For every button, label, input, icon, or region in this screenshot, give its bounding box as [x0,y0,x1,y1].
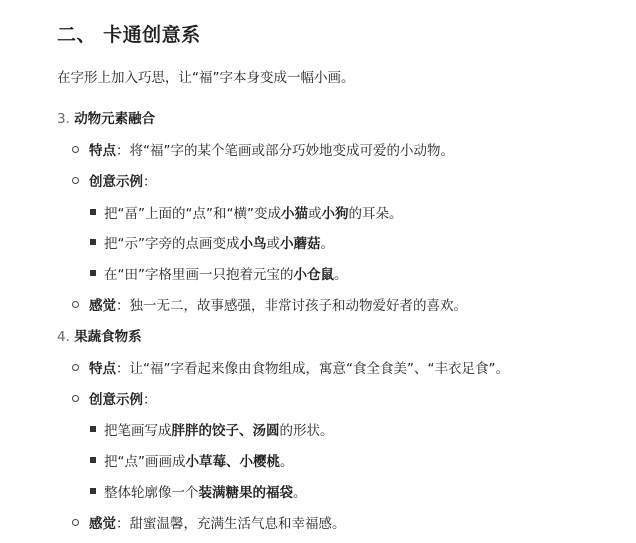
square-bullet-icon [90,426,96,432]
square-bullet-icon [90,270,96,276]
hollow-bullet-icon [72,364,79,371]
hollow-bullet-icon [72,519,79,526]
intro-paragraph: 在字形上加入巧思，让“福”字本身变成一幅小画。 [57,70,355,86]
example-item [90,232,334,252]
list-item-animal-elements [57,107,155,127]
example-text: 。 [280,454,294,470]
feeling-text: ：甜蜜温馨，充满生活气息和幸福感。 [116,516,346,532]
list-number: 4. [57,329,70,345]
colon: ： [143,174,157,190]
example-text: 把“畐”上面的“点”和“横”变成 [104,206,281,222]
examples-item [72,170,157,190]
hollow-bullet-icon [72,146,79,153]
example-bold: 小蘑菇 [280,236,321,252]
feature-item [72,139,454,159]
feeling-item [72,512,346,532]
example-text: 或 [307,206,322,222]
examples-label: 创意示例 [89,392,143,408]
example-item [90,263,348,283]
feature-label: 特点 [89,143,116,159]
square-bullet-icon [90,488,96,494]
example-bold: 小鸟 [239,236,267,252]
example-text: 的形状。 [279,423,334,439]
square-bullet-icon [90,457,96,463]
list-number: 3. [57,111,70,127]
feature-text: ：让“福”字看起来像由食物组成，寓意“食全食美”、“丰衣足食”。 [116,361,509,377]
example-text: 。 [334,267,348,283]
example-text: 。 [293,485,307,501]
feature-label: 特点 [89,361,116,377]
list-item-title: 果蔬食物系 [74,329,142,345]
feeling-item [72,294,467,314]
section-heading: 二、 卡通创意系 [57,24,201,46]
hollow-bullet-icon [72,395,79,402]
list-item-fruit-food [57,325,142,345]
example-item [90,481,307,501]
example-text: 在“田”字格里画一只抱着元宝的 [104,267,294,283]
feature-text: ：将“福”字的某个笔画或部分巧妙地变成可爱的小动物。 [116,143,454,159]
list-item-title: 动物元素融合 [74,111,156,127]
hollow-bullet-icon [72,177,79,184]
feature-item [72,357,509,377]
example-text: 把笔画写成 [104,423,172,439]
examples-item [72,388,157,408]
colon: ： [143,392,157,408]
feeling-label: 感觉 [89,298,116,314]
example-item [90,202,402,222]
example-text: 。 [320,236,334,252]
example-bold: 小狗 [321,206,349,222]
example-text: 把“示”字旁的点画变成 [104,236,240,252]
example-bold: 装满糖果的福袋 [198,485,293,501]
example-bold: 小草莓、小樱桃 [185,454,280,470]
example-bold: 胖胖的饺子、汤圆 [171,423,280,439]
examples-label: 创意示例 [89,174,143,190]
example-bold: 小仓鼠 [293,267,334,283]
square-bullet-icon [90,239,96,245]
example-text: 把“点”画画成 [104,454,186,470]
example-text: 的耳朵。 [348,206,403,222]
example-text: 或 [266,236,280,252]
feeling-text: ：独一无二，故事感强，非常讨孩子和动物爱好者的喜欢。 [116,298,467,314]
example-item [90,450,294,470]
feeling-label: 感觉 [89,516,116,532]
example-text: 整体轮廓像一个 [104,485,199,501]
example-item [90,419,334,439]
square-bullet-icon [90,209,96,215]
example-bold: 小猫 [280,206,308,222]
hollow-bullet-icon [72,301,79,308]
